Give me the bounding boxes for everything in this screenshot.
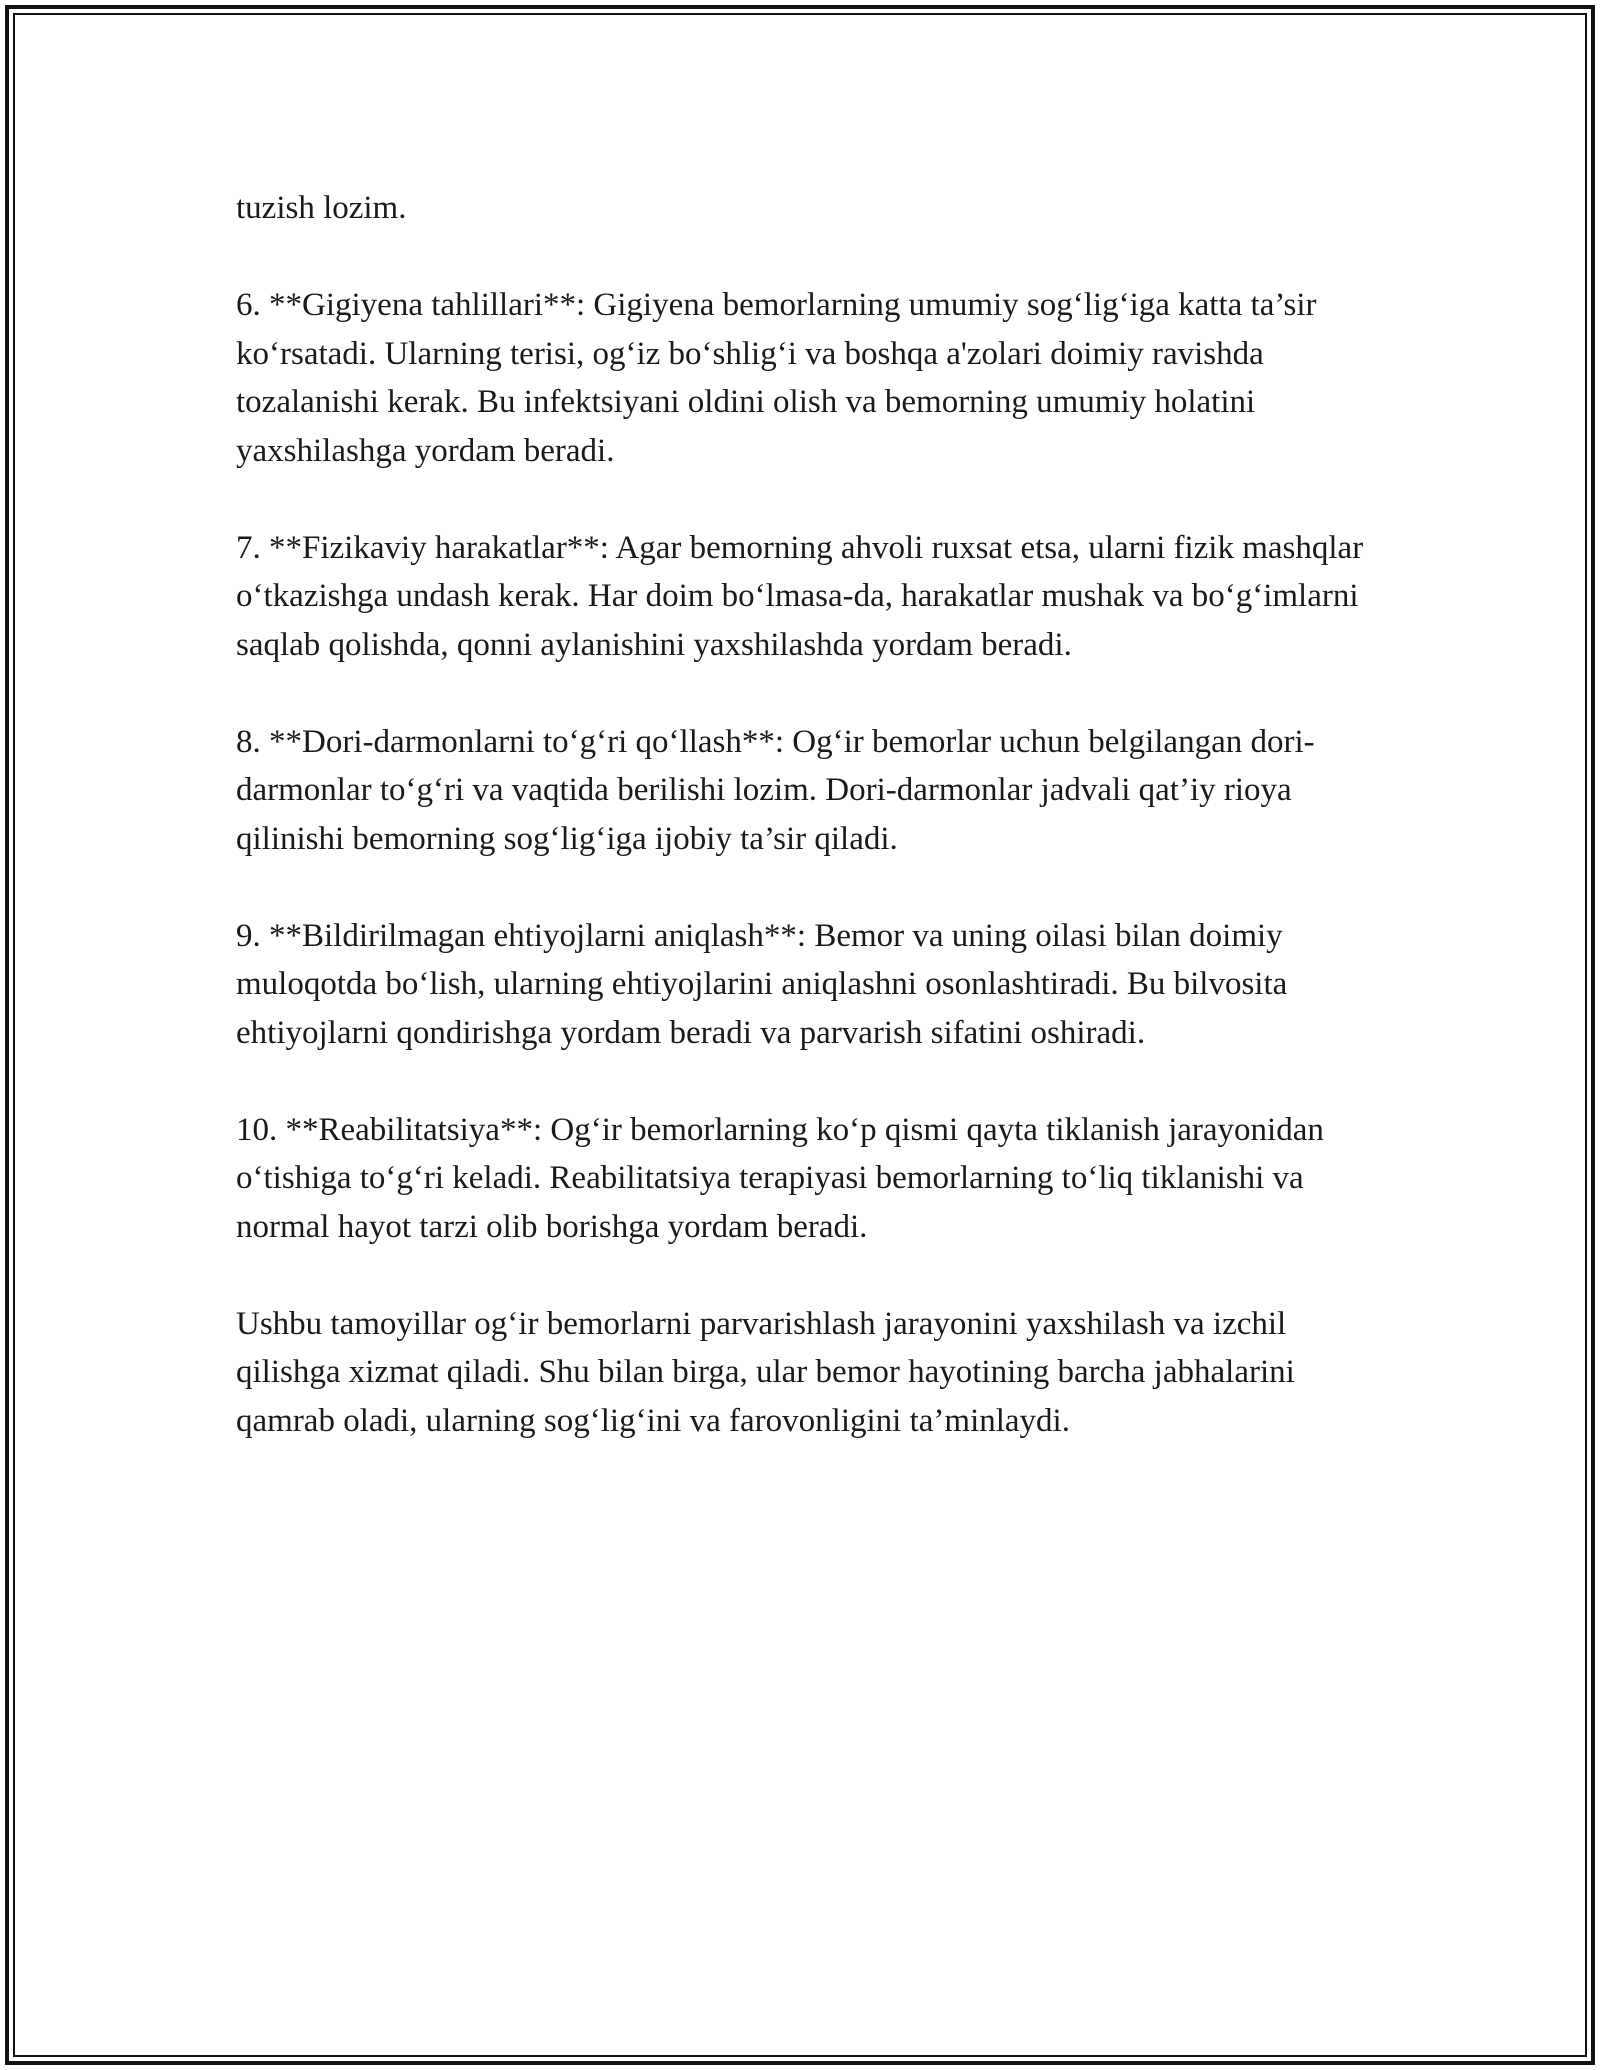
paragraph-item-6: 6. **Gigiyena tahlillari**: Gigiyena bemorlarning umumiy sog‘lig‘iga katta ta’sir ko‘rsatadi. Ularning terisi, og‘iz bo‘shlig‘i va boshqa a'zolari doimiy ravishda tozalanishi kerak. Bu infektsiyani oldini olish va bemorning umumiy holatini yaxshilashga yordam beradi. bbox=[236, 287, 1317, 469]
paragraph-item-9: 9. **Bildirilmagan ehtiyojlarni aniqlash**: Bemor va uning oilasi bilan doimiy muloqotda bo‘lish, ularning ehtiyojlarini aniqlashni osonlashtiradi. Bu bilvosita ehtiyojlarni qondirishga yordam beradi va parvarish sifatini oshiradi. bbox=[236, 917, 1288, 1051]
paragraph-continuation: tuzish lozim. bbox=[236, 190, 407, 226]
paragraph-item-10: 10. **Reabilitatsiya**: Og‘ir bemorlarning ko‘p qismi qayta tiklanish jarayonidan o‘tishiga to‘g‘ri keladi. Reabilitatsiya terapiyasi bemorlarning to‘liq tiklanishi va normal hayot tarzi olib borishga yordam beradi. bbox=[236, 1111, 1324, 1245]
paragraph-item-7: 7. **Fizikaviy harakatlar**: Agar bemorning ahvoli ruxsat etsa, ularni fizik mashqlar o‘tkazishga undash kerak. Har doim bo‘lmasa-da, harakatlar mushak va bo‘g‘imlarni saqlab qolishda, qonni aylanishini yaxshilashda yordam beradi. bbox=[236, 529, 1364, 663]
paragraph-item-8: 8. **Dori-darmonlarni to‘g‘ri qo‘llash**: Og‘ir bemorlar uchun belgilangan dori-darmonlar to‘g‘ri va vaqtida berilishi lozim. Dori-darmonlar jadvali qat’iy rioya qilinishi bemorning sog‘lig‘iga ijobiy ta’sir qiladi. bbox=[236, 723, 1315, 857]
paragraph-conclusion: Ushbu tamoyillar og‘ir bemorlarni parvarishlash jarayonini yaxshilash va izchil qilishga xizmat qiladi. Shu bilan birga, ular bemor hayotining barcha jabhalarini qamrab oladi, ularning sog‘lig‘ini va farovonligini ta’minlaydi. bbox=[236, 1305, 1295, 1439]
document-body bbox=[236, 184, 1376, 1494]
